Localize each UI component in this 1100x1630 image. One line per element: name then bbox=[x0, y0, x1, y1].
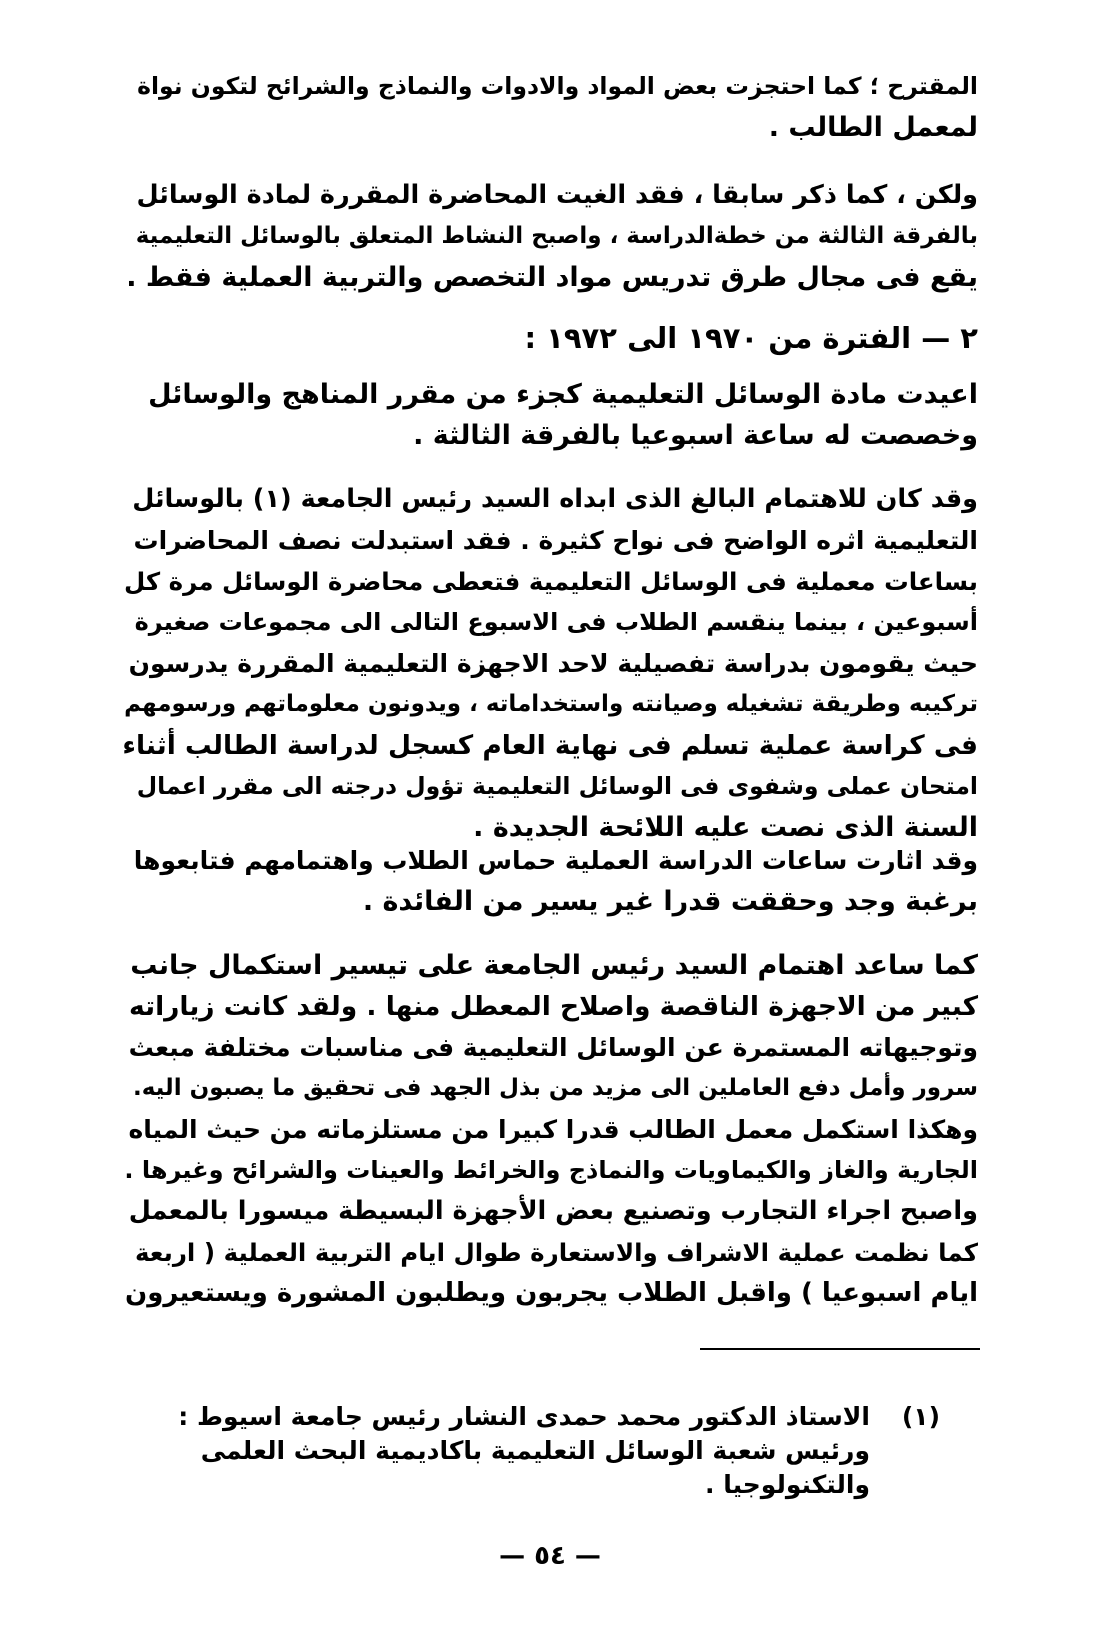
text-line: وهكذا استكمل معمل الطالب قدرا كبيرا من مستلزماته من حيث المياه bbox=[128, 1115, 978, 1144]
paragraph-6 bbox=[122, 945, 978, 1314]
footnote-separator bbox=[700, 1348, 980, 1350]
text-line: اعيدت مادة الوسائل التعليمية كجزء من مقرر المناهج والوسائل bbox=[148, 379, 978, 410]
text-line: كما ساعد اهتمام السيد رئيس الجامعة على تيسير استكمال جانب bbox=[130, 950, 978, 981]
text-line: التعليمية اثره الواضح فى نواح كثيرة . فقد استبدلت نصف المحاضرات bbox=[133, 526, 978, 555]
paragraph-5 bbox=[122, 840, 978, 922]
text-line: لمعمل الطالب . bbox=[768, 112, 978, 143]
text-line: الجارية والغاز والكيماويات والنماذج والخرائط والعينات والشرائح وغيرها . bbox=[124, 1156, 978, 1184]
text-line: كما نظمت عملية الاشراف والاستعارة طوال ايام التربية العملية ( اربعة bbox=[134, 1238, 978, 1267]
footnote-line: والتكنولوجيا . bbox=[705, 1470, 870, 1499]
text-line: حيث يقومون بدراسة تفصيلية لاحد الاجهزة التعليمية المقررة يدرسون bbox=[128, 649, 978, 678]
paragraph-3 bbox=[122, 374, 978, 456]
text-line: ولكن ، كما ذكر سابقا ، فقد الغيت المحاضرة المقررة لمادة الوسائل bbox=[136, 180, 978, 210]
text-line: بالفرقة الثالثة من خطةالدراسة ، واصبح النشاط المتعلق بالوسائل التعليمية bbox=[135, 223, 978, 249]
footnote-line: ورئيس شعبة الوسائل التعليمية باكاديمية البحث العلمى bbox=[200, 1436, 870, 1465]
text-line: تركيبه وطريقة تشغيله وصيانته واستخداماته ، ويدونون معلوماتهم ورسومهم bbox=[124, 691, 978, 717]
page-number: — ٥٤ — bbox=[499, 1541, 601, 1571]
text-line: برغبة وجد وحققت قدرا غير يسير من الفائدة . bbox=[362, 886, 978, 917]
text-line: وخصصت له ساعة اسبوعيا بالفرقة الثالثة . bbox=[413, 420, 978, 451]
text-line: امتحان عملى وشفوى فى الوسائل التعليمية تؤول درجته الى مقرر اعمال bbox=[136, 772, 978, 800]
text-line: بساعات معملية فى الوسائل التعليمية فتعطى محاضرة الوسائل مرة كل bbox=[123, 567, 978, 596]
text-line: يقع فى مجال طرق تدريس مواد التخصص والتربية العملية فقط . bbox=[126, 262, 978, 293]
footnote-body bbox=[140, 1400, 870, 1502]
text-line: كبير من الاجهزة الناقصة واصلاح المعطل منها . ولقد كانت زياراته bbox=[129, 991, 978, 1022]
footnote-marker: (١) bbox=[901, 1402, 940, 1431]
paragraph-4 bbox=[122, 479, 978, 848]
text-line: السنة الذى نصت عليه اللائحة الجديدة . bbox=[473, 812, 978, 843]
paragraph-1 bbox=[122, 66, 978, 148]
text-line: فى كراسة عملية تسلم فى نهاية العام كسجل لدراسة الطالب أثناء bbox=[122, 730, 978, 761]
text-line: وقد كان للاهتمام البالغ الذى ابداه السيد رئيس الجامعة (١) بالوسائل bbox=[132, 484, 978, 514]
paragraph-2 bbox=[122, 175, 978, 298]
text-line: وتوجيهاته المستمرة عن الوسائل التعليمية فى مناسبات مختلفة مبعث bbox=[128, 1033, 978, 1062]
footnote-line: الاستاذ الدكتور محمد حمدى النشار رئيس جامعة اسيوط : bbox=[178, 1402, 870, 1431]
text-line: ايام اسبوعيا ) واقبل الطلاب يجربون ويطلبون المشورة ويستعيرون bbox=[125, 1278, 978, 1308]
section-heading: ٢ — الفترة من ١٩٧٠ الى ١٩٧٢ : bbox=[524, 321, 978, 355]
text-line: وقد اثارت ساعات الدراسة العملية حماس الطلاب واهتمامهم فتابعوها bbox=[133, 846, 978, 875]
text-line: واصبح اجراء التجارب وتصنيع بعض الأجهزة البسيطة ميسورا بالمعمل bbox=[128, 1196, 978, 1226]
text-line: سرور وأمل دفع العاملين الى مزيد من بذل الجهد فى تحقيق ما يصبون اليه. bbox=[132, 1075, 978, 1101]
text-line: المقترح ؛ كما احتجزت بعض المواد والادوات والنماذج والشرائح لتكون نواة bbox=[137, 72, 978, 100]
text-line: أسبوعين ، بينما ينقسم الطلاب فى الاسبوع التالى الى مجموعات صغيرة bbox=[134, 608, 978, 636]
